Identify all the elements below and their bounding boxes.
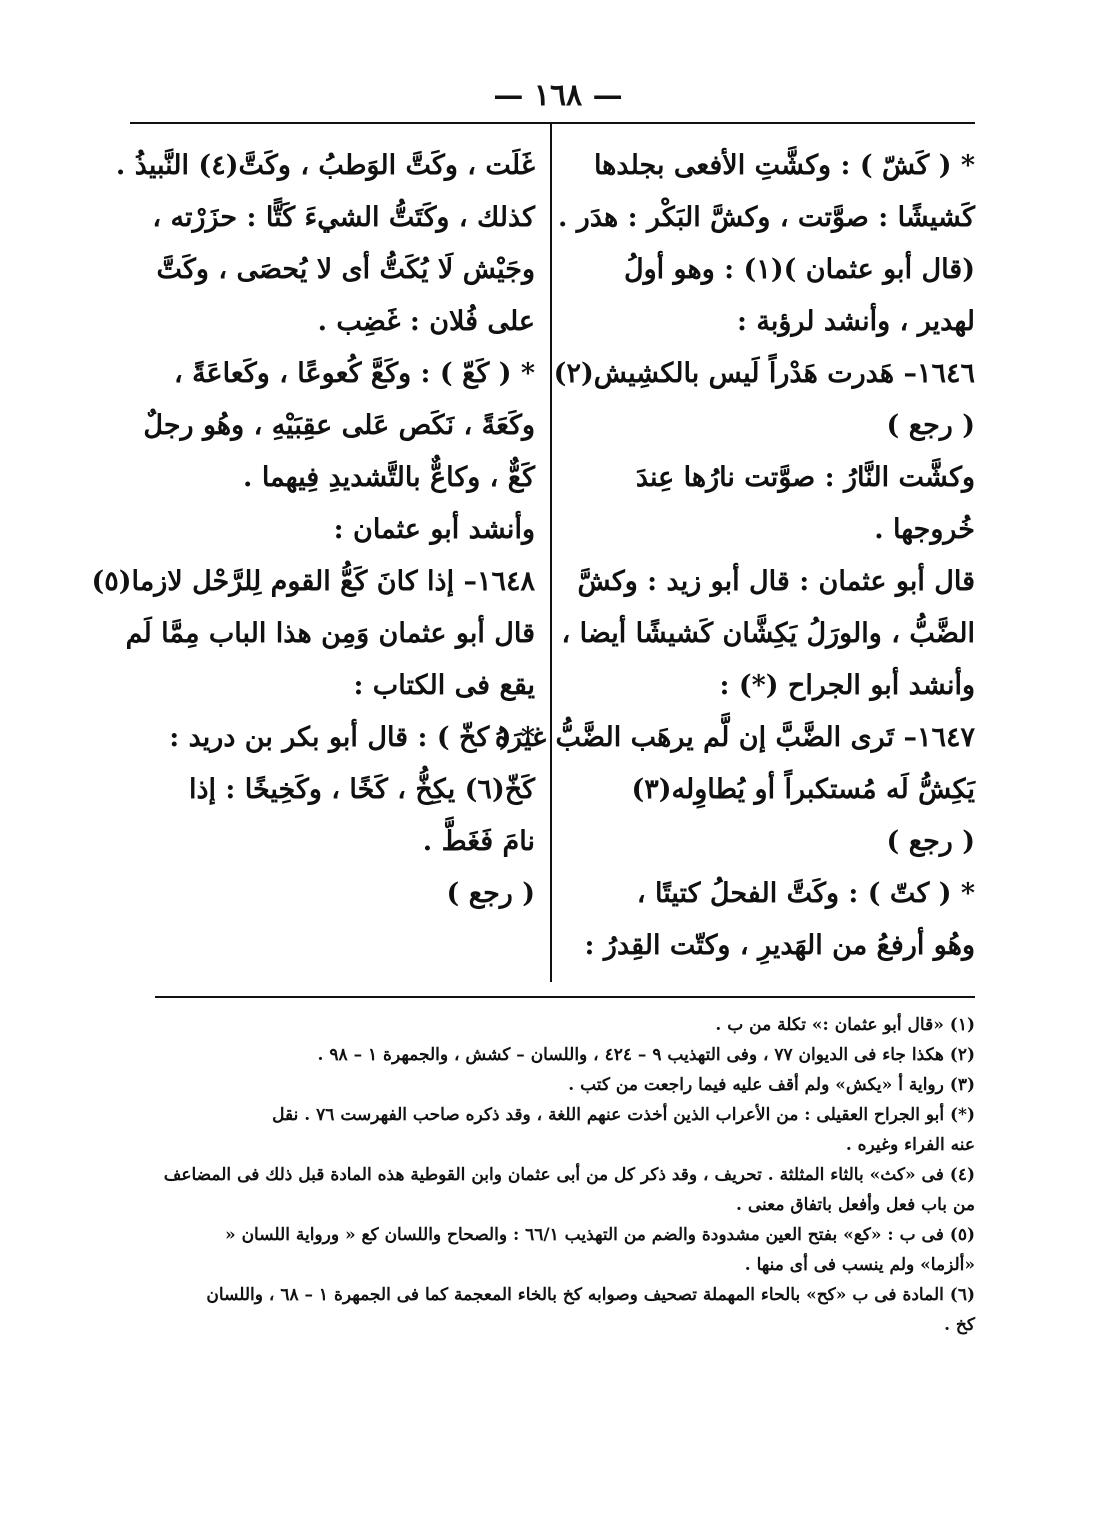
text-line: وهُو أرفعُ من الهَديرِ ، وكتّت القِدرُ :: [584, 930, 975, 961]
text-line: وجَيْش لَا يُكَتُّ أى لا يُحصَى ، وكَتَّ: [156, 254, 535, 285]
footnotes: [155, 1010, 975, 1340]
text-line: وكشَّت النَّارُ : صوَّتت نارُها عِندَ: [635, 462, 975, 493]
right-column: [494, 140, 975, 972]
footnote-line: عنه الفراء وغيره .: [845, 1135, 975, 1155]
text-line: * ( كتّ ) : وكَتَّ الفحلُ كتيتًا ،: [636, 878, 975, 909]
verse-line: يَكِشُّ لَه مُستكبراً أو يُطاوِله(٣): [631, 774, 975, 805]
footnote-line: (٣) رواية أ «يكش» ولم أقف عليه فيما راجعت من كتب .: [568, 1075, 975, 1095]
footnote-line: (٦) المادة فى ب «كح» بالحاء المهملة تصحيف وصوابه كخ بالخاء المعجمة كما فى الجمهرة ١ – ٦٨ ، واللسان: [206, 1285, 975, 1305]
text-line: وأنشد أبو الجراح (*) :: [719, 670, 975, 701]
footnote-line: (*) أبو الجراح العقيلى : من الأعراب الذين أخذت عنهم اللغة ، وقد ذكره صاحب الفهرست ٧٦ . نقل: [272, 1105, 975, 1125]
text-line: كَشيشًا : صوَّتت ، وكشَّ البَكْر : هدَر .: [558, 202, 975, 233]
footnote-line: كخ .: [944, 1315, 975, 1335]
text-line: قال أبو عثمان وَمِن هذا الباب مِمَّا لَم: [125, 618, 535, 649]
left-column: [91, 140, 535, 920]
text-line: غَلَت ، وكَتَّ الوَطبُ ، وكَتَّ(٤) النَّبيذُ .: [115, 150, 535, 181]
text-line: وأنشد أبو عثمان :: [333, 514, 535, 545]
text-line: كَعٌّ ، وكاعٌّ بالتَّشديدِ فِيهما .: [243, 462, 535, 493]
text-line: لهدير ، وأنشد لرؤبة :: [736, 306, 975, 337]
footnote-line: (١) «قال أبو عثمان :» تكلة من ب .: [715, 1015, 975, 1035]
text-line: على فُلان : غَضِب .: [317, 306, 535, 337]
text-line: (قال أبو عثمان )(١) : وهو أولُ: [623, 254, 975, 285]
text-line: نامَ فَغَطَّ .: [422, 826, 535, 857]
column-divider: [550, 124, 552, 982]
text-line: يقع فى الكتاب :: [353, 670, 535, 701]
footnote-line: (٤) فى «كث» بالثاء المثلثة . تحريف ، وقد ذكر كل من أبى عثمان وابن القوطية هذه المادة قبل ذلك فى المضاعف: [163, 1165, 975, 1185]
footnote-line: (٥) فى ب : «كع» بفتح العين مشدودة والضم من التهذيب ٦٦/١ : والصحاح واللسان كع « ورواية اللسان «: [225, 1225, 975, 1245]
footnote-line: (٢) هكذا جاء فى الديوان ٧٧ ، وفى التهذيب ٩ – ٤٢٤ ، واللسان – كشش ، والجمهرة ١ – ٩٨ .: [317, 1045, 975, 1065]
verse-line: ١٦٤٦– هَدرت هَدْراً لَيس بالكشِيش(٢): [553, 358, 975, 389]
verse-line: ١٦٤٨– إذا كانَ كَعُّ القوم لِلرَّحْل لازما(٥): [91, 566, 535, 597]
text-line: وكَعَةً ، نَكَص عَلى عقِبَيْهِ ، وهُو رجلٌ: [143, 410, 535, 441]
text-line: كَخّ(٦) يكِخُّ ، كَخًا ، وكَخِيخًا : إذا: [188, 774, 535, 805]
verse-line: ١٦٤٧– تَرى الضَّبَّ إن لَّم يرهَب الضَّبُّ غيرَهُ: [494, 722, 975, 753]
footnote-line: «ألزما» ولم ينسب فى أى منها .: [744, 1255, 975, 1275]
footnote-line: من باب فعل وأفعل باتفاق معنى .: [736, 1195, 975, 1215]
text-line: الضَّبُّ ، والورَلُ يَكِشَّان كَشيشًا أيضا ،: [561, 618, 975, 649]
text-line: خُروجها .: [874, 514, 975, 545]
text-line: ( رجع ): [886, 410, 975, 441]
text-line: قال أبو عثمان : قال أبو زيد : وكشَّ: [577, 566, 975, 597]
text-line: ( رجع ): [886, 826, 975, 857]
page-number: — ١٦٨ —: [493, 78, 623, 113]
header-rule: [130, 122, 975, 124]
text-line: * ( كخّ ) : قال أبو بكر بن دريد :: [169, 722, 535, 753]
text-line: * ( كَشّ ) : وكشَّتِ الأفعى بجلدها: [593, 150, 975, 181]
text-line: كذلك ، وكَتَتُّ الشيءَ كَتًّا : حزَرْته ،: [152, 202, 535, 233]
text-line: ( رجع ): [446, 878, 535, 909]
text-line: * ( كَعّ ) : وكَعَّ كُعوعًا ، وكَعاعَةً ،: [173, 358, 535, 389]
footnote-rule: [155, 996, 975, 998]
